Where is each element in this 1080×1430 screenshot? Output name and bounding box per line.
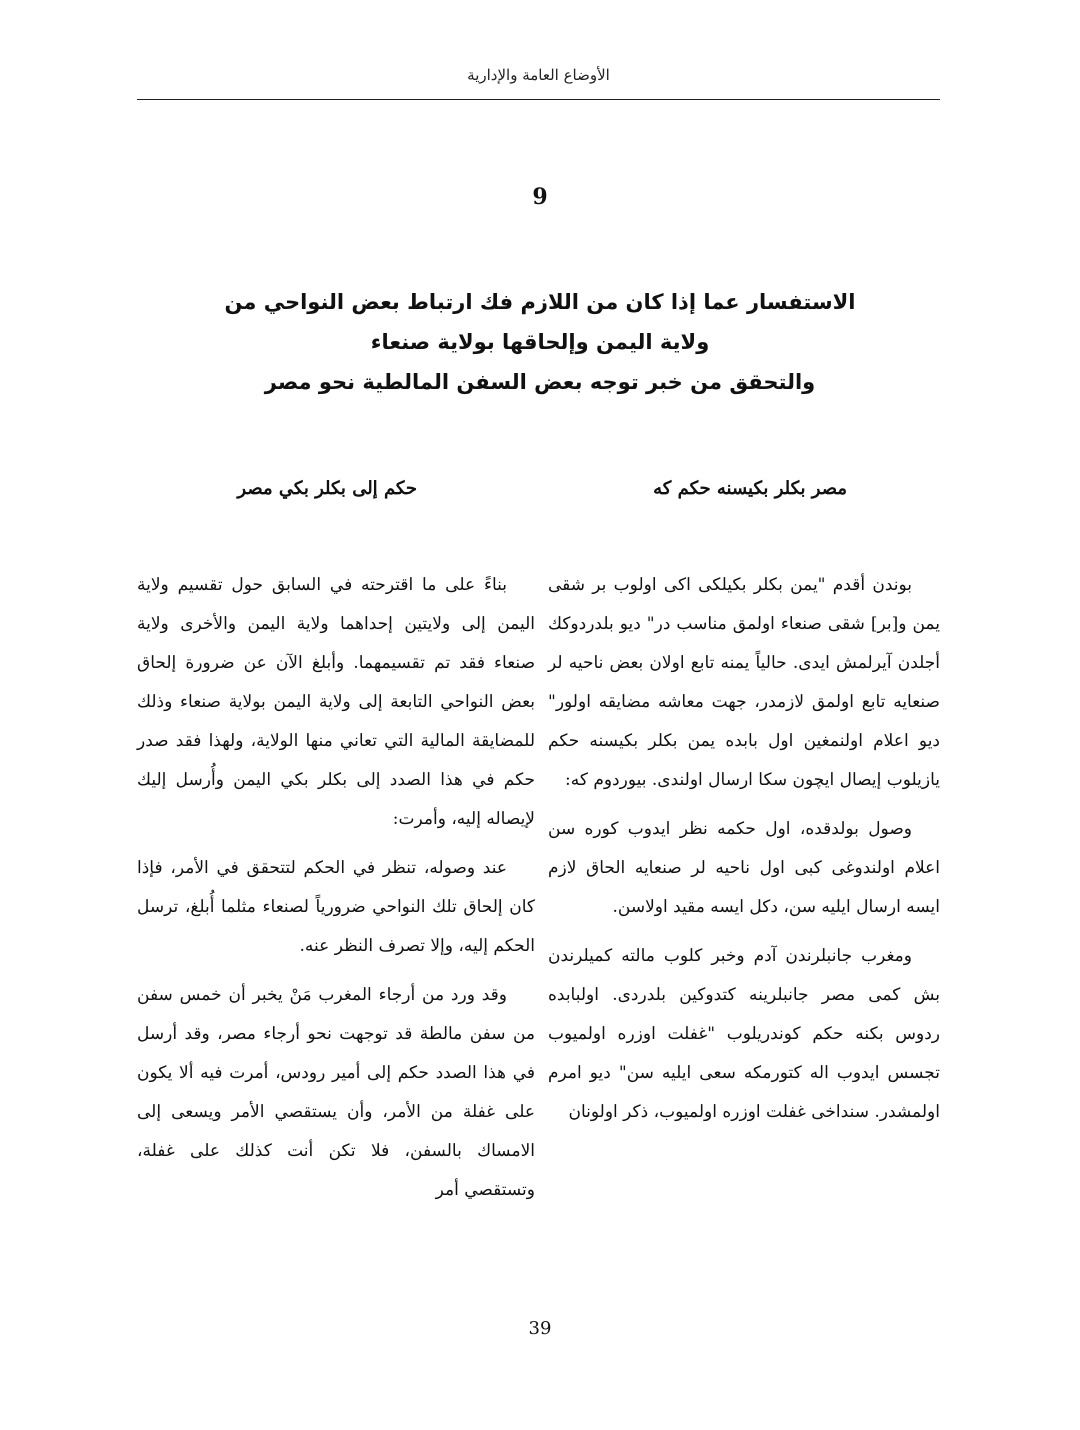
header-divider	[137, 99, 940, 100]
arabic-text-column	[137, 566, 535, 1220]
title-line: والتحقق من خبر توجه بعض السفن المالطية نحو مصر	[264, 370, 816, 394]
paragraph: وصول بولدقده، اول حكمه نظر ايدوب كوره سن اعلام اولندوغى كبى اول ناحيه لر صنعايه الحاق لازم ايسه ارسال ايليه سن، دكل ايسه مقيد اولاسن.	[548, 819, 940, 917]
title-line: الاستفسار عما إذا كان من اللازم فك ارتباط بعض النواحي من	[224, 290, 856, 314]
paragraph: وقد ورد من أرجاء المغرب مَنْ يخبر أن خمس سفن من سفن مالطة قد توجهت نحو أرجاء مصر، وقد أرسل في هذا الصدد حكم إلى أمير رودس، أمرت فيه ألا يكون على غفلة من الأمر، وأن يستقصي الأمر ويسعى إلى الامساك بالسفن، فلا تكن أنت كذلك على غفلة، وتستقصي أمر	[137, 985, 535, 1200]
paragraph: عند وصوله، تنظر في الحكم لتتحقق في الأمر، فإذا كان إلحاق تلك النواحي ضرورياً لصنعاء مثلما أُبلغ، ترسل الحكم إليه، وإلا تصرف النظر عنه.	[137, 858, 535, 956]
ottoman-text-column	[548, 566, 940, 1142]
document-number: 9	[532, 184, 548, 210]
paragraph: ومغرب جانبلرندن آدم وخبر كلوب مالته كميلرندن بش كمى مصر جانبلرينه كتدوكين بلدردى. اولبابده ردوس بكنه حكم كوندريلوب "غفلت اوزره اولميوب تجسس ايدوب اله كتورمكه سعى ايليه سن" ديو امرم اولمشدر. سنداخى غفلت اوزره اولميوب، ذكر اولونان	[548, 946, 940, 1122]
ottoman-column-heading: مصر بكلر بكيسنه حكم كه	[653, 478, 847, 499]
paragraph: بوندن أقدم "يمن بكلر بكيلكى اكى اولوب بر شقى يمن و[بر] شقى صنعاء اولمق مناسب در" ديو بلدردوكك أجلدن آيرلمش ايدى. حالياً يمنه تابع اولان بعض ناحيه لر صنعايه تابع اولمق لازمدر، جهت معاشه مضايقه اولور" ديو اعلام اولنمغين اول بابده يمن بكلر بكيسنه حكم يازيلوب إيصال ايچون سكا ارسال اولندى. بيوردوم كه:	[548, 575, 940, 790]
document-title	[160, 282, 920, 402]
paragraph: بناءً على ما اقترحته في السابق حول تقسيم ولاية اليمن إلى ولايتين إحداهما ولاية اليمن والأخرى ولاية صنعاء فقد تم تقسيمهما. وأبلغ الآن عن ضرورة إلحاق بعض النواحي التابعة إلى ولاية اليمن بولاية صنعاء وذلك للمضايقة المالية التي تعاني منها الولاية، ولهذا فقد صدر حكم في هذا الصدد إلى بكلر بكي اليمن وأُرسل إليك لإيصاله إليه، وأمرت:	[137, 575, 535, 829]
arabic-column-heading: حكم إلى بكلر بكي مصر	[237, 478, 417, 499]
title-line: ولاية اليمن وإلحاقها بولاية صنعاء	[370, 330, 710, 354]
running-header: الأوضاع العامة والإدارية	[467, 66, 610, 84]
page-number: 39	[528, 1318, 552, 1339]
